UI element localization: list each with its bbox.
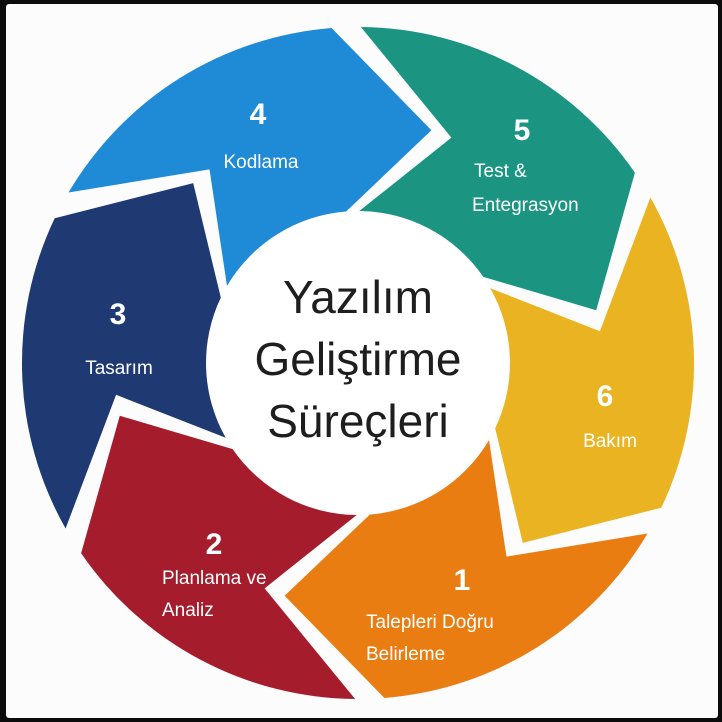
step-2-label-line-2: Analiz <box>162 600 214 621</box>
step-6-number: 6 <box>596 380 614 413</box>
center-title-line-3: Süreçleri <box>267 395 449 447</box>
step-4-number: 4 <box>249 98 267 131</box>
step-4-label-line-1: Kodlama <box>223 152 299 173</box>
step-5-number: 5 <box>513 114 531 147</box>
center-title-line-1: Yazılım <box>283 271 433 323</box>
step-1-number: 1 <box>453 564 471 597</box>
step-6-label-line-1: Bakım <box>583 431 637 452</box>
step-3-number: 3 <box>109 298 127 331</box>
step-5-label-line-1: Test & <box>474 161 527 182</box>
step-1-label-line-1: Talepleri Doğru <box>366 612 494 633</box>
step-5-label-line-2: Entegrasyon <box>472 195 579 216</box>
center-title-line-2: Geliştirme <box>254 333 462 385</box>
step-3-label-line-1: Tasarım <box>85 358 153 379</box>
step-1-label-line-2: Belirleme <box>366 644 446 665</box>
step-2-number: 2 <box>205 528 223 561</box>
step-2-label-line-1: Planlama ve <box>162 568 267 589</box>
center-title <box>254 271 461 447</box>
